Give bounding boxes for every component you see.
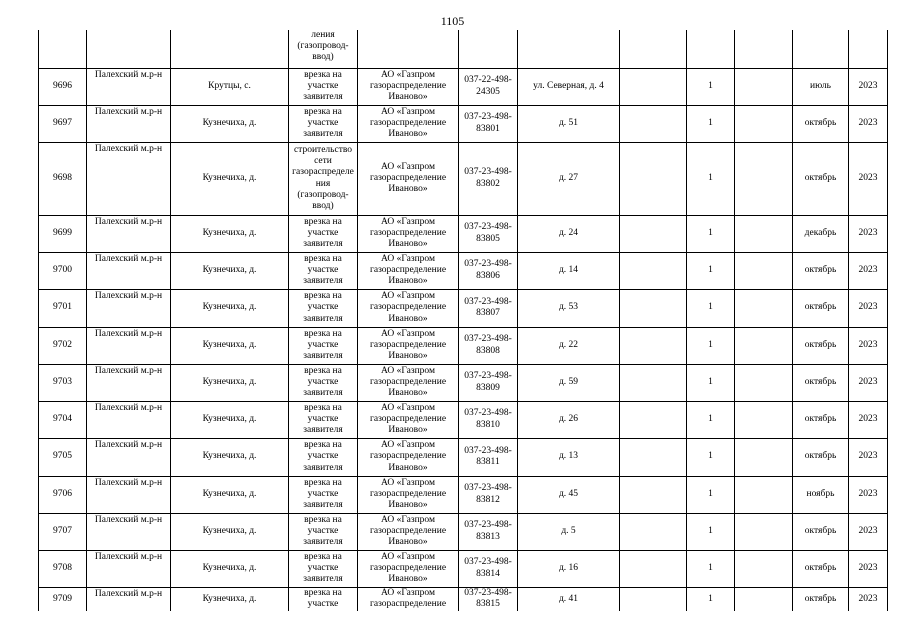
cell-work: врезка на участке заявителя	[289, 289, 358, 327]
cell-year: 2023	[849, 252, 888, 289]
cell-org: АО «Газпром газораспределение Иваново»	[358, 327, 459, 364]
cell-qty: 1	[687, 550, 735, 587]
cell-district: Палехский м.р-н	[87, 142, 171, 215]
cell-year: 2023	[849, 513, 888, 550]
cell-year: 2023	[849, 327, 888, 364]
cell-district: Палехский м.р-н	[87, 252, 171, 289]
cell-locality: Кузнечиха, д.	[171, 252, 289, 289]
cell-address: д. 16	[518, 550, 620, 587]
cell-work: врезка на участке заявителя	[289, 215, 358, 252]
cell-address	[518, 30, 620, 68]
cell-month: октябрь	[793, 142, 849, 215]
table-row	[39, 587, 888, 611]
cell-month: октябрь	[793, 364, 849, 401]
cell-num	[39, 30, 87, 68]
cell-num: 9707	[39, 513, 87, 550]
cell-qty: 1	[687, 513, 735, 550]
cell-org: АО «Газпром газораспределение Иваново»	[358, 68, 459, 105]
cell-address: д. 5	[518, 513, 620, 550]
cell-code: 037-23-498-83809	[459, 364, 518, 401]
cell-qty: 1	[687, 327, 735, 364]
cell-org: АО «Газпром газораспределение Иваново»	[358, 215, 459, 252]
cell-district: Палехский м.р-н	[87, 289, 171, 327]
cell-year: 2023	[849, 587, 888, 611]
cell-district: Палехский м.р-н	[87, 327, 171, 364]
cell-org: АО «Газпром газораспределение Иваново»	[358, 142, 459, 215]
table-row	[39, 215, 888, 252]
cell-month: октябрь	[793, 401, 849, 438]
cell-work: врезка на участке заявителя	[289, 68, 358, 105]
cell-num: 9700	[39, 252, 87, 289]
cell-qty: 1	[687, 105, 735, 142]
cell-num: 9696	[39, 68, 87, 105]
cell-code: 037-23-498-83810	[459, 401, 518, 438]
table-row	[39, 438, 888, 476]
cell-locality: Кузнечиха, д.	[171, 476, 289, 513]
cell-address: д. 27	[518, 142, 620, 215]
cell-qty: 1	[687, 252, 735, 289]
cell-num: 9703	[39, 364, 87, 401]
cell-district: Палехский м.р-н	[87, 364, 171, 401]
cell-org: АО «Газпром газораспределение Иваново»	[358, 513, 459, 550]
cell-empty	[735, 289, 793, 327]
cell-org: АО «Газпром газораспределение Иваново»	[358, 105, 459, 142]
cell-empty	[735, 327, 793, 364]
cell-qty: 1	[687, 438, 735, 476]
cell-month: октябрь	[793, 438, 849, 476]
cell-empty	[620, 30, 687, 68]
cell-num: 9708	[39, 550, 87, 587]
cell-num: 9705	[39, 438, 87, 476]
cell-locality: Кузнечиха, д.	[171, 105, 289, 142]
cell-qty: 1	[687, 587, 735, 611]
cell-month: октябрь	[793, 327, 849, 364]
cell-empty	[620, 587, 687, 611]
table-row	[39, 142, 888, 215]
cell-year: 2023	[849, 68, 888, 105]
cell-empty	[735, 30, 793, 68]
cell-org: АО «Газпром газораспределение	[358, 587, 459, 611]
cell-empty	[620, 476, 687, 513]
cell-org: АО «Газпром газораспределение Иваново»	[358, 550, 459, 587]
cell-empty	[620, 252, 687, 289]
cell-empty	[620, 550, 687, 587]
table-row	[39, 105, 888, 142]
cell-locality: Кузнечиха, д.	[171, 215, 289, 252]
cell-org: АО «Газпром газораспределение Иваново»	[358, 438, 459, 476]
cell-month: октябрь	[793, 513, 849, 550]
cell-month: декабрь	[793, 215, 849, 252]
cell-qty: 1	[687, 68, 735, 105]
cell-work: врезка на участке заявителя	[289, 364, 358, 401]
cell-empty	[735, 476, 793, 513]
table-row	[39, 513, 888, 550]
cell-address: д. 53	[518, 289, 620, 327]
cell-district: Палехский м.р-н	[87, 68, 171, 105]
cell-code: 037-23-498-83811	[459, 438, 518, 476]
cell-district: Палехский м.р-н	[87, 105, 171, 142]
cell-address: д. 41	[518, 587, 620, 611]
cell-year: 2023	[849, 289, 888, 327]
cell-num: 9701	[39, 289, 87, 327]
table-row	[39, 364, 888, 401]
cell-qty: 1	[687, 364, 735, 401]
cell-locality: Кузнечиха, д.	[171, 142, 289, 215]
cell-empty	[735, 587, 793, 611]
cell-empty	[620, 438, 687, 476]
cell-num: 9704	[39, 401, 87, 438]
cell-qty: 1	[687, 215, 735, 252]
cell-empty	[620, 68, 687, 105]
cell-code: 037-23-498-83812	[459, 476, 518, 513]
cell-empty	[735, 142, 793, 215]
cell-month: октябрь	[793, 587, 849, 611]
cell-code: 037-23-498-83806	[459, 252, 518, 289]
cell-locality: Кузнечиха, д.	[171, 327, 289, 364]
table-body	[39, 30, 888, 611]
cell-year: 2023	[849, 401, 888, 438]
cell-empty	[735, 68, 793, 105]
cell-year: 2023	[849, 550, 888, 587]
cell-org: АО «Газпром газораспределение Иваново»	[358, 401, 459, 438]
cell-month	[793, 30, 849, 68]
cell-code: 037-23-498-83805	[459, 215, 518, 252]
cell-address: ул. Северная, д. 4	[518, 68, 620, 105]
cell-code: 037-22-498-24305	[459, 68, 518, 105]
cell-year: 2023	[849, 438, 888, 476]
cell-locality: Кузнечиха, д.	[171, 364, 289, 401]
cell-month: октябрь	[793, 550, 849, 587]
cell-address: д. 14	[518, 252, 620, 289]
cell-address: д. 24	[518, 215, 620, 252]
table-row-continued	[39, 30, 888, 68]
cell-district: Палехский м.р-н	[87, 513, 171, 550]
table-row	[39, 68, 888, 105]
cell-empty	[620, 327, 687, 364]
cell-work: врезка на участке заявителя	[289, 438, 358, 476]
cell-year: 2023	[849, 105, 888, 142]
cell-qty: 1	[687, 401, 735, 438]
cell-code: 037-23-498-83815	[459, 587, 518, 611]
cell-empty	[620, 289, 687, 327]
cell-work: врезка на участке	[289, 587, 358, 611]
cell-empty	[735, 513, 793, 550]
cell-work: врезка на участке заявителя	[289, 401, 358, 438]
cell-empty	[735, 215, 793, 252]
cell-empty	[620, 364, 687, 401]
cell-qty: 1	[687, 142, 735, 215]
cell-work: врезка на участке заявителя	[289, 327, 358, 364]
table-row	[39, 476, 888, 513]
page-number: 1105	[440, 14, 465, 28]
cell-org: АО «Газпром газораспределение Иваново»	[358, 476, 459, 513]
cell-empty	[620, 142, 687, 215]
cell-locality: Кузнечиха, д.	[171, 289, 289, 327]
cell-num: 9709	[39, 587, 87, 611]
cell-district: Палехский м.р-н	[87, 438, 171, 476]
cell-qty	[687, 30, 735, 68]
cell-locality: Кузнечиха, д.	[171, 550, 289, 587]
cell-code: 037-23-498-83807	[459, 289, 518, 327]
cell-empty	[620, 215, 687, 252]
cell-locality: Кузнечиха, д.	[171, 401, 289, 438]
cell-qty: 1	[687, 289, 735, 327]
cell-code	[459, 30, 518, 68]
cell-org: АО «Газпром газораспределение Иваново»	[358, 289, 459, 327]
cell-locality: Кузнечиха, д.	[171, 587, 289, 611]
records-table	[38, 30, 888, 611]
cell-district: Палехский м.р-н	[87, 587, 171, 611]
cell-address: д. 26	[518, 401, 620, 438]
cell-work: строительство сети газораспределения (газопровод-ввод)	[289, 142, 358, 215]
cell-district: Палехский м.р-н	[87, 550, 171, 587]
table-row	[39, 550, 888, 587]
cell-district: Палехский м.р-н	[87, 476, 171, 513]
cell-num: 9706	[39, 476, 87, 513]
cell-num: 9698	[39, 142, 87, 215]
cell-code: 037-23-498-83801	[459, 105, 518, 142]
cell-address: д. 59	[518, 364, 620, 401]
cell-year	[849, 30, 888, 68]
cell-work: ления (газопровод-ввод)	[289, 30, 358, 68]
cell-locality: Крутцы, с.	[171, 68, 289, 105]
cell-month: октябрь	[793, 252, 849, 289]
cell-district: Палехский м.р-н	[87, 215, 171, 252]
cell-work: врезка на участке заявителя	[289, 550, 358, 587]
cell-address: д. 51	[518, 105, 620, 142]
table-row	[39, 401, 888, 438]
cell-empty	[735, 364, 793, 401]
table-row	[39, 327, 888, 364]
cell-empty	[735, 401, 793, 438]
cell-month: октябрь	[793, 105, 849, 142]
cell-address: д. 45	[518, 476, 620, 513]
cell-district	[87, 30, 171, 68]
cell-org: АО «Газпром газораспределение Иваново»	[358, 364, 459, 401]
cell-empty	[620, 513, 687, 550]
cell-empty	[735, 105, 793, 142]
cell-code: 037-23-498-83808	[459, 327, 518, 364]
cell-year: 2023	[849, 142, 888, 215]
records-table-wrapper	[38, 30, 888, 611]
cell-num: 9697	[39, 105, 87, 142]
cell-work: врезка на участке заявителя	[289, 252, 358, 289]
cell-work: врезка на участке заявителя	[289, 513, 358, 550]
cell-month: октябрь	[793, 289, 849, 327]
cell-num: 9702	[39, 327, 87, 364]
cell-locality	[171, 30, 289, 68]
cell-empty	[735, 438, 793, 476]
cell-address: д. 22	[518, 327, 620, 364]
cell-code: 037-23-498-83802	[459, 142, 518, 215]
cell-month: ноябрь	[793, 476, 849, 513]
cell-year: 2023	[849, 215, 888, 252]
cell-org: АО «Газпром газораспределение Иваново»	[358, 252, 459, 289]
cell-num: 9699	[39, 215, 87, 252]
cell-locality: Кузнечиха, д.	[171, 513, 289, 550]
cell-empty	[735, 550, 793, 587]
cell-empty	[735, 252, 793, 289]
table-row	[39, 252, 888, 289]
cell-empty	[620, 105, 687, 142]
cell-year: 2023	[849, 364, 888, 401]
cell-district: Палехский м.р-н	[87, 401, 171, 438]
cell-work: врезка на участке заявителя	[289, 105, 358, 142]
cell-year: 2023	[849, 476, 888, 513]
cell-qty: 1	[687, 476, 735, 513]
cell-empty	[620, 401, 687, 438]
cell-month: июль	[793, 68, 849, 105]
cell-locality: Кузнечиха, д.	[171, 438, 289, 476]
table-row	[39, 289, 888, 327]
cell-address: д. 13	[518, 438, 620, 476]
cell-work: врезка на участке заявителя	[289, 476, 358, 513]
cell-code: 037-23-498-83813	[459, 513, 518, 550]
cell-code: 037-23-498-83814	[459, 550, 518, 587]
cell-org	[358, 30, 459, 68]
